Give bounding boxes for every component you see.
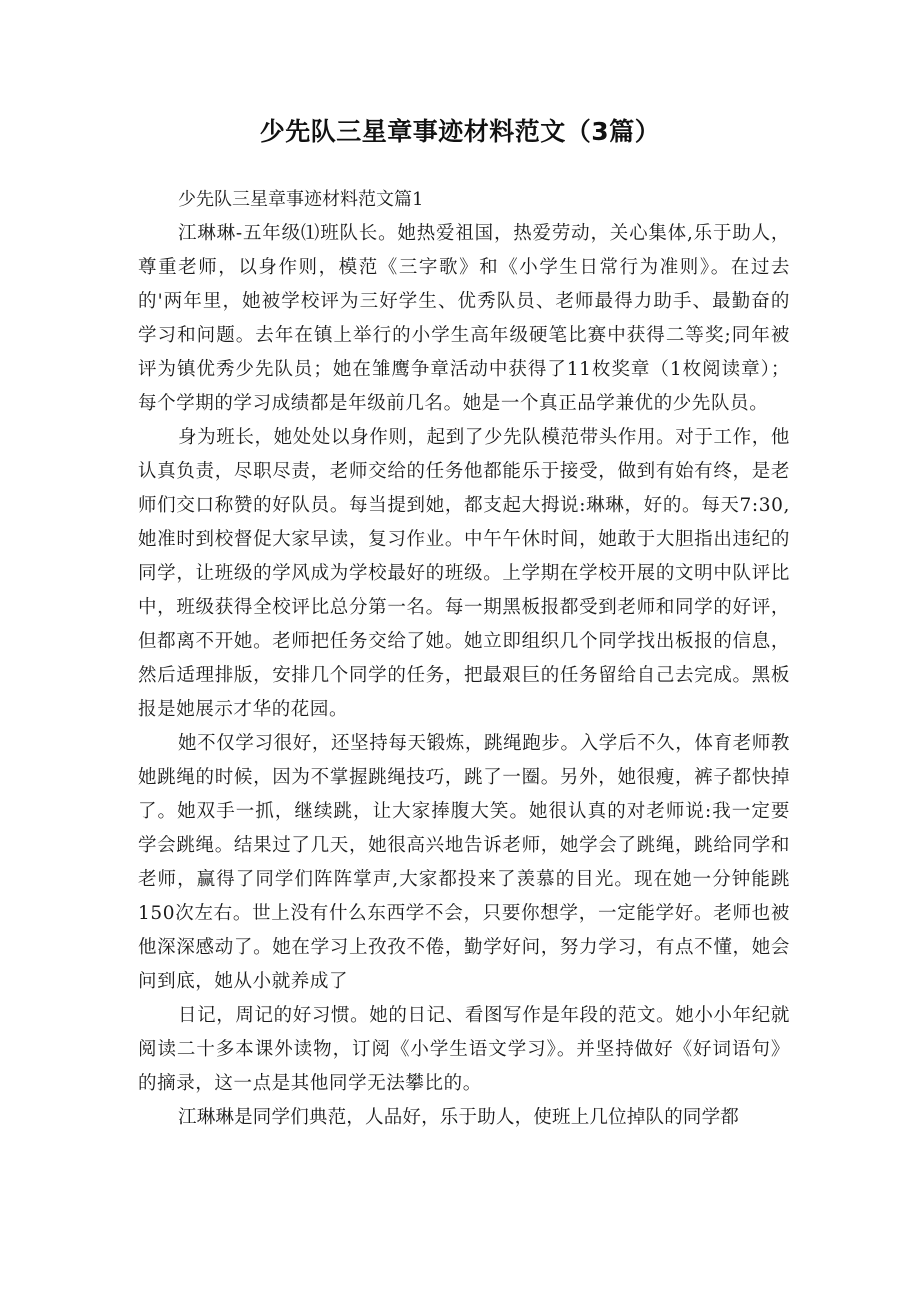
paragraph-introduction: 江琳琳-五年级⑴班队长。她热爱祖国，热爱劳动，关心集体,乐于助人，尊重老师，以身作则，模范《三字歌》和《小学生日常行为准则》。在过去的'两年里，她被学校评为三好学生、优秀队员、老师最得力助手、最勤奋的学习和问题。去年在镇上举行的小学生高年级硬笔比赛中获得二等奖;同年被评为镇优秀少先队员；她在雏鹰争章活动中获得了11枚奖章（1枚阅读章）；每个学期的学习成绩都是年级前几名。她是一个真正品学兼优的少先队员。 [138,223,790,414]
paragraph-diary-habit: 日记，周记的好习惯。她的日记、看图写作是年段的范文。她小小年纪就阅读二十多本课外读物，订阅《小学生语文学习》。并坚持做好《好词语句》的摘录，这一点是其他同学无法攀比的。 [138,1005,790,1094]
document-title: 少先队三星章事迹材料范文（3篇） [259,117,661,146]
document-body [138,183,790,1135]
paragraph-class-leader: 身为班长，她处处以身作则，起到了少先队模范带头作用。对于工作，他认真负责，尽职尽责，老师交给的任务他都能乐于接受，做到有始有终，是老师们交口称赞的好队员。每当提到她，都支起大拇说:琳琳，好的。每天7:30,她准时到校督促大家早读，复习作业。中午午休时间，她敢于大胆指出违纪的同学，让班级的学风成为学校最好的班级。上学期在学校开展的文明中队评比中，班级获得全校评比总分第一名。每一期黑板报都受到老师和同学的好评，但都离不开她。老师把任务交给了她。她立即组织几个同学找出板报的信息，然后适理排版，安排几个同学的任务，把最艰巨的任务留给自己去完成。黑板报是她展示才华的花园。 [138,427,790,720]
paragraph-exercise: 她不仅学习很好，还坚持每天锻炼，跳绳跑步。入学后不久，体育老师教她跳绳的时候，因为不掌握跳绳技巧，跳了一圈。另外，她很瘦，裤子都快掉了。她双手一抓，继续跳，让大家捧腹大笑。她很认真的对老师说:我一定要学会跳绳。结果过了几天，她很高兴地告诉老师，她学会了跳绳，跳给同学和老师，赢得了同学们阵阵掌声,大家都投来了羡慕的目光。现在她一分钟能跳150次左右。世上没有什么东西学不会，只要你想学，一定能学好。老师也被他深深感动了。她在学习上孜孜不倦，勤学好问，努力学习，有点不懂，她会问到底，她从小就养成了 [138,733,790,992]
paragraph-role-model: 江琳琳是同学们典范，人品好，乐于助人，使班上几位掉队的同学都 [178,1107,740,1128]
section-heading: 少先队三星章事迹材料范文篇1 [178,189,424,210]
